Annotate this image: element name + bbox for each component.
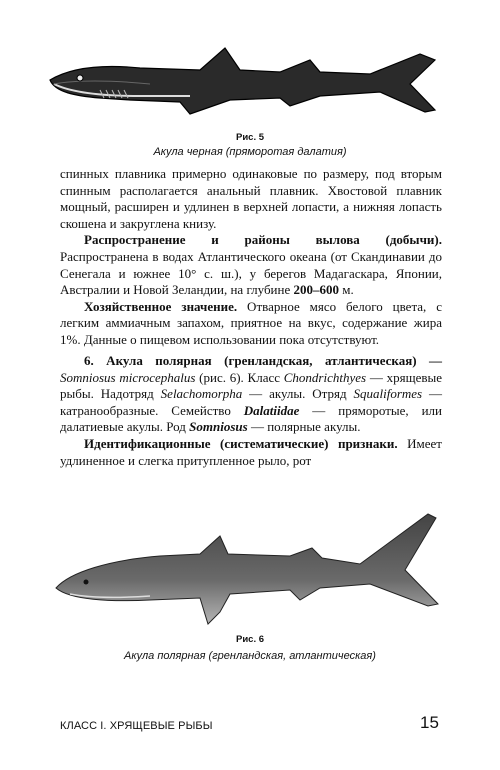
- polar-shark-illustration: [50, 508, 450, 636]
- figure-5-caption: Акула черная (пряморотая далатия): [153, 146, 347, 158]
- text-block-2: [60, 353, 442, 469]
- paragraph-fins: спинных плавника примерно одинаковые по размеру, под вторым спинным располагается анальный плавник. Хвостовой плавник мощный, расширен и удлинен в верхней лопасти, а нижняя лопасть скошена и закруглена книзу.: [60, 166, 442, 231]
- depth-unit: м.: [339, 282, 354, 298]
- economic-text: Отварное мясо белого цвета, с легким аммиачным запахом, приятное на вкус, содержание жира 1%. Данные о пищевом использовании пока отсутствуют.: [60, 298, 442, 347]
- latin-family: Dalatiidae: [243, 402, 300, 418]
- running-footer-section: КЛАСС I. ХРЯЩЕВЫЕ РЫБЫ: [60, 720, 213, 732]
- page-number: 15: [420, 713, 439, 732]
- figure-polar-shark: [0, 508, 500, 662]
- class-text: (рис. 6). Класс: [195, 369, 284, 385]
- paragraph-economic: [60, 299, 442, 349]
- identification-text: Имеет удлиненное и слегка притупленное рыло, рот: [60, 435, 442, 468]
- paragraph-species-6: [60, 353, 442, 436]
- text-block-1: [60, 166, 442, 349]
- figure-6-caption: Акула полярная (гренландская, атлантическая): [124, 650, 376, 662]
- depth-value: 200–600: [293, 282, 339, 298]
- genus-end-text: — полярные акулы.: [247, 419, 361, 435]
- distribution-text: Распространена в водах Атлантического океана (от Скандинавии до Сенегала и южнее 10° с. ш.), у берегов Мадагаскара, Японии, Австралии и Новой Зеландии, на глубине: [60, 248, 442, 298]
- heading-species-6: 6. Акула полярная (гренландская, атлантическая) —: [84, 353, 442, 368]
- figure-6-number: Рис. 6: [235, 634, 265, 645]
- latin-name: Somniosus microcephalus: [60, 369, 196, 385]
- heading-distribution: Распространение и районы вылова (добычи).: [84, 232, 442, 248]
- latin-class: Chondrichthyes: [283, 369, 367, 385]
- genus-text: — пряморотые, или далатиевые акулы. Род: [60, 402, 442, 435]
- black-shark-illustration: [40, 40, 460, 132]
- superorder-text: — хрящевые рыбы. Надотряд: [60, 369, 442, 402]
- latin-superorder: Selachomorpha: [160, 386, 243, 402]
- family-text: — катранообразные. Семейство: [60, 386, 443, 418]
- heading-identification: Идентификационные (систематические) признаки.: [84, 435, 398, 451]
- latin-order: Squaliformes: [353, 386, 423, 402]
- latin-genus: Somniosus: [189, 419, 248, 435]
- heading-economic: Хозяйственное значение.: [84, 298, 238, 314]
- figure-black-shark: [0, 40, 500, 158]
- figure-5-number: Рис. 5: [235, 132, 265, 143]
- paragraph-distribution: [60, 232, 442, 298]
- order-text: — акулы. Отряд: [242, 386, 354, 402]
- paragraph-identification: [60, 436, 442, 469]
